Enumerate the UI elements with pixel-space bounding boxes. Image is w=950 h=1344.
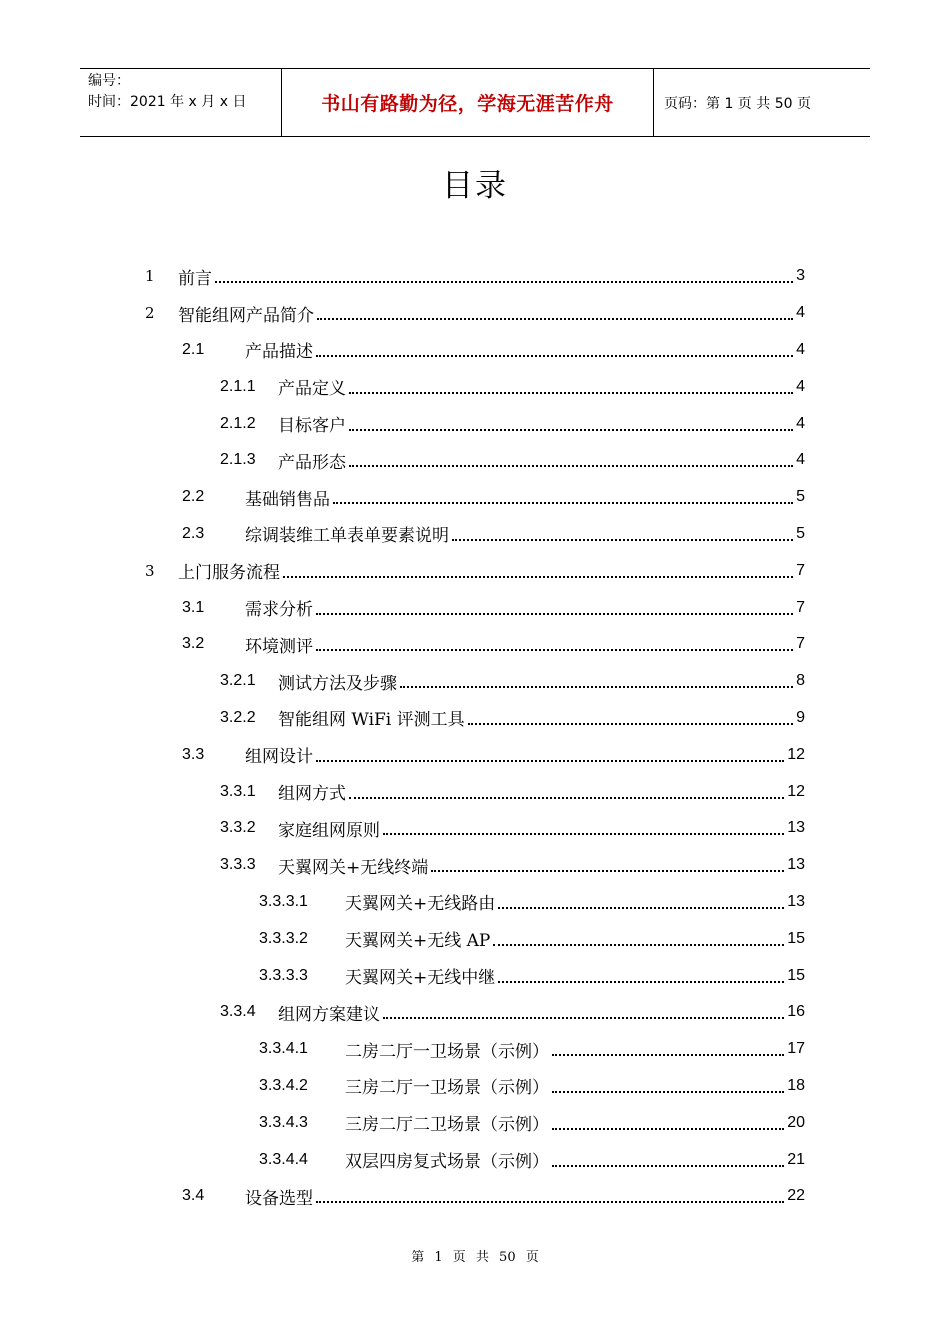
toc-entry[interactable] bbox=[0, 1068, 950, 1105]
page-footer: 第 1 页 共 50 页 bbox=[411, 1250, 539, 1265]
toc-entry-line bbox=[278, 669, 805, 694]
toc-dot-leader bbox=[400, 686, 793, 688]
toc-entry-page: 4 bbox=[796, 340, 805, 358]
toc-entry-page: 13 bbox=[787, 819, 805, 837]
toc-entry-number: 3.3.4 bbox=[220, 1003, 256, 1021]
toc-entry-title: 组网设计 bbox=[245, 747, 313, 768]
toc-entry-page: 21 bbox=[787, 1150, 805, 1168]
toc-entry-number: 3.3.3.1 bbox=[259, 892, 308, 910]
toc-entry-title: 三房二厅一卫场景（示例） bbox=[345, 1078, 549, 1099]
toc-dot-leader bbox=[468, 723, 793, 725]
toc-entry[interactable] bbox=[0, 884, 950, 921]
toc-entry-line bbox=[278, 1000, 805, 1025]
toc-entry-number: 1 bbox=[145, 267, 155, 286]
toc-entry[interactable] bbox=[0, 1178, 950, 1215]
toc-dot-leader bbox=[349, 797, 784, 799]
toc-entry-page: 9 bbox=[796, 708, 805, 726]
toc-dot-leader bbox=[552, 1091, 784, 1093]
toc-dot-leader bbox=[552, 1165, 784, 1167]
toc-entry-title: 二房二厅一卫场景（示例） bbox=[345, 1041, 549, 1062]
toc-entry-title: 天翼网关+无线中继 bbox=[345, 968, 496, 989]
toc-entry-number: 2.2 bbox=[182, 488, 205, 506]
table-of-contents bbox=[0, 258, 950, 1215]
toc-entry-line bbox=[245, 595, 805, 620]
toc-entry-number: 3.2 bbox=[182, 635, 205, 653]
toc-dot-leader bbox=[383, 833, 784, 835]
toc-dot-leader bbox=[215, 281, 793, 283]
toc-entry-page: 5 bbox=[796, 488, 805, 506]
toc-entry-number: 3.4 bbox=[182, 1187, 205, 1205]
toc-entry-title: 产品描述 bbox=[245, 342, 313, 363]
toc-entry[interactable] bbox=[0, 442, 950, 479]
toc-entry-number: 2.1 bbox=[182, 340, 205, 358]
toc-entry-number: 2.1.3 bbox=[220, 451, 256, 469]
toc-entry-page: 4 bbox=[796, 451, 805, 469]
toc-dot-leader bbox=[316, 649, 793, 651]
toc-entry-number: 3.2.1 bbox=[220, 672, 256, 690]
toc-entry-title: 家庭组网原则 bbox=[278, 820, 380, 841]
toc-entry-line bbox=[178, 558, 805, 583]
toc-entry-title: 产品定义 bbox=[278, 379, 346, 400]
toc-entry-number: 3 bbox=[145, 561, 155, 580]
toc-entry-line bbox=[278, 705, 805, 730]
toc-entry[interactable] bbox=[0, 1141, 950, 1178]
toc-entry-number: 3.3 bbox=[182, 745, 205, 763]
toc-entry-number: 3.3.4.4 bbox=[259, 1150, 308, 1168]
toc-entry-line bbox=[345, 1110, 805, 1135]
toc-entry-line bbox=[278, 374, 805, 399]
toc-entry-page: 4 bbox=[796, 377, 805, 395]
toc-entry[interactable] bbox=[0, 1104, 950, 1141]
toc-entry[interactable] bbox=[0, 626, 950, 663]
toc-entry-line bbox=[245, 337, 805, 362]
toc-entry-title: 天翼网关+无线终端 bbox=[278, 857, 429, 878]
toc-entry-page: 20 bbox=[787, 1113, 805, 1131]
toc-entry-title: 测试方法及步骤 bbox=[278, 673, 397, 694]
toc-entry-page: 7 bbox=[796, 561, 805, 579]
toc-entry-title: 智能组网产品简介 bbox=[178, 305, 314, 326]
toc-entry-page: 15 bbox=[787, 966, 805, 984]
toc-entry-line bbox=[345, 889, 805, 914]
toc-entry-line bbox=[245, 742, 805, 767]
toc-entry-number: 3.2.2 bbox=[220, 708, 256, 726]
toc-dot-leader bbox=[333, 502, 793, 504]
toc-entry-line bbox=[245, 632, 805, 657]
toc-entry[interactable] bbox=[0, 736, 950, 773]
toc-entry-line bbox=[345, 926, 805, 951]
toc-entry-line bbox=[278, 779, 805, 804]
toc-entry-line bbox=[245, 521, 805, 546]
toc-entry-page: 16 bbox=[787, 1003, 805, 1021]
toc-entry-title: 三房二厅二卫场景（示例） bbox=[345, 1115, 549, 1136]
toc-dot-leader bbox=[316, 613, 793, 615]
toc-entry[interactable] bbox=[0, 589, 950, 626]
toc-entry-title: 双层四房复式场景（示例） bbox=[345, 1152, 549, 1173]
toc-dot-leader bbox=[383, 1017, 784, 1019]
toc-entry[interactable] bbox=[0, 700, 950, 737]
toc-entry[interactable] bbox=[0, 479, 950, 516]
toc-entry-page: 22 bbox=[787, 1187, 805, 1205]
toc-entry-title: 综调装维工单表单要素说明 bbox=[245, 526, 449, 547]
toc-entry-line bbox=[245, 485, 805, 510]
toc-entry-title: 产品形态 bbox=[278, 452, 346, 473]
toc-entry[interactable] bbox=[0, 810, 950, 847]
header-motto: 书山有路勤为径，学海无涯苦作舟 bbox=[281, 69, 654, 136]
toc-entry-page: 12 bbox=[787, 745, 805, 763]
toc-entry-line bbox=[178, 301, 805, 326]
toc-entry-line bbox=[245, 1184, 805, 1209]
toc-entry[interactable] bbox=[0, 368, 950, 405]
toc-entry-title: 天翼网关+无线 AP bbox=[345, 931, 491, 952]
toc-dot-leader bbox=[498, 907, 784, 909]
toc-entry-number: 3.3.3.2 bbox=[259, 929, 308, 947]
toc-entry-number: 2.1.1 bbox=[220, 377, 256, 395]
toc-entry-title: 目标客户 bbox=[278, 416, 346, 437]
toc-entry-page: 8 bbox=[796, 672, 805, 690]
toc-entry[interactable] bbox=[0, 552, 950, 589]
toc-dot-leader bbox=[283, 576, 793, 578]
toc-entry-line bbox=[278, 853, 805, 878]
header-meta bbox=[80, 69, 281, 136]
page-header bbox=[80, 68, 870, 137]
toc-dot-leader bbox=[349, 465, 793, 467]
toc-entry-line bbox=[178, 264, 805, 289]
toc-entry-title: 天翼网关+无线路由 bbox=[345, 894, 496, 915]
toc-entry-title: 设备选型 bbox=[245, 1188, 313, 1209]
toc-entry[interactable] bbox=[0, 663, 950, 700]
toc-entry-line bbox=[345, 1037, 805, 1062]
page-title: 目录 bbox=[442, 168, 508, 204]
toc-dot-leader bbox=[316, 355, 793, 357]
toc-entry-number: 2.3 bbox=[182, 524, 205, 542]
toc-dot-leader bbox=[316, 760, 784, 762]
toc-entry-title: 组网方式 bbox=[278, 784, 346, 805]
toc-entry-page: 13 bbox=[787, 856, 805, 874]
toc-entry-page: 15 bbox=[787, 929, 805, 947]
toc-entry-page: 4 bbox=[796, 414, 805, 432]
toc-entry-page: 12 bbox=[787, 782, 805, 800]
toc-entry-number: 3.3.4.2 bbox=[259, 1076, 308, 1094]
toc-entry-number: 3.3.1 bbox=[220, 782, 256, 800]
toc-entry-number: 2 bbox=[145, 304, 155, 323]
toc-entry-line bbox=[278, 411, 805, 436]
toc-entry[interactable] bbox=[0, 258, 950, 295]
toc-entry[interactable] bbox=[0, 957, 950, 994]
toc-entry[interactable] bbox=[0, 516, 950, 553]
toc-dot-leader bbox=[349, 392, 793, 394]
toc-entry-number: 3.1 bbox=[182, 598, 205, 616]
toc-entry-page: 4 bbox=[796, 304, 805, 322]
toc-entry[interactable] bbox=[0, 920, 950, 957]
toc-entry-title: 组网方案建议 bbox=[278, 1004, 380, 1025]
toc-entry-number: 2.1.2 bbox=[220, 414, 256, 432]
toc-entry-number: 3.3.4.3 bbox=[259, 1113, 308, 1131]
toc-dot-leader bbox=[317, 318, 793, 320]
toc-entry-page: 7 bbox=[796, 635, 805, 653]
toc-entry[interactable] bbox=[0, 847, 950, 884]
toc-dot-leader bbox=[552, 1128, 784, 1130]
toc-entry-line bbox=[278, 816, 805, 841]
toc-entry[interactable] bbox=[0, 994, 950, 1031]
toc-dot-leader bbox=[316, 1201, 784, 1203]
toc-entry[interactable] bbox=[0, 1031, 950, 1068]
toc-entry-page: 3 bbox=[796, 267, 805, 285]
toc-entry-title: 环境测评 bbox=[245, 636, 313, 657]
toc-entry-title: 前言 bbox=[178, 268, 212, 289]
toc-entry[interactable] bbox=[0, 773, 950, 810]
toc-dot-leader bbox=[349, 429, 793, 431]
toc-entry-line bbox=[345, 1147, 805, 1172]
toc-entry-number: 3.3.3 bbox=[220, 856, 256, 874]
toc-dot-leader bbox=[431, 870, 784, 872]
toc-entry-line bbox=[345, 963, 805, 988]
toc-entry-number: 3.3.2 bbox=[220, 819, 256, 837]
document-time-label: 时间：2021 年 x 月 x 日 bbox=[88, 94, 247, 110]
toc-entry-page: 17 bbox=[787, 1040, 805, 1058]
toc-entry-title: 上门服务流程 bbox=[178, 563, 280, 584]
toc-entry[interactable] bbox=[0, 332, 950, 369]
toc-entry-line bbox=[345, 1073, 805, 1098]
toc-entry-page: 7 bbox=[796, 598, 805, 616]
toc-entry-page: 18 bbox=[787, 1076, 805, 1094]
toc-entry-page: 5 bbox=[796, 524, 805, 542]
toc-entry-title: 智能组网 WiFi 评测工具 bbox=[278, 710, 465, 731]
toc-dot-leader bbox=[552, 1054, 784, 1056]
toc-entry-page: 13 bbox=[787, 892, 805, 910]
toc-entry-line bbox=[278, 448, 805, 473]
toc-dot-leader bbox=[498, 981, 784, 983]
toc-dot-leader bbox=[452, 539, 793, 541]
toc-entry-number: 3.3.3.3 bbox=[259, 966, 308, 984]
toc-entry-title: 需求分析 bbox=[245, 600, 313, 621]
document-number-label: 编号： bbox=[88, 73, 130, 89]
toc-entry[interactable] bbox=[0, 405, 950, 442]
toc-entry-number: 3.3.4.1 bbox=[259, 1040, 308, 1058]
toc-entry[interactable] bbox=[0, 295, 950, 332]
header-page-info: 页码：第 1 页 共 50 页 bbox=[664, 95, 811, 112]
toc-dot-leader bbox=[493, 944, 784, 946]
toc-entry-title: 基础销售品 bbox=[245, 489, 330, 510]
